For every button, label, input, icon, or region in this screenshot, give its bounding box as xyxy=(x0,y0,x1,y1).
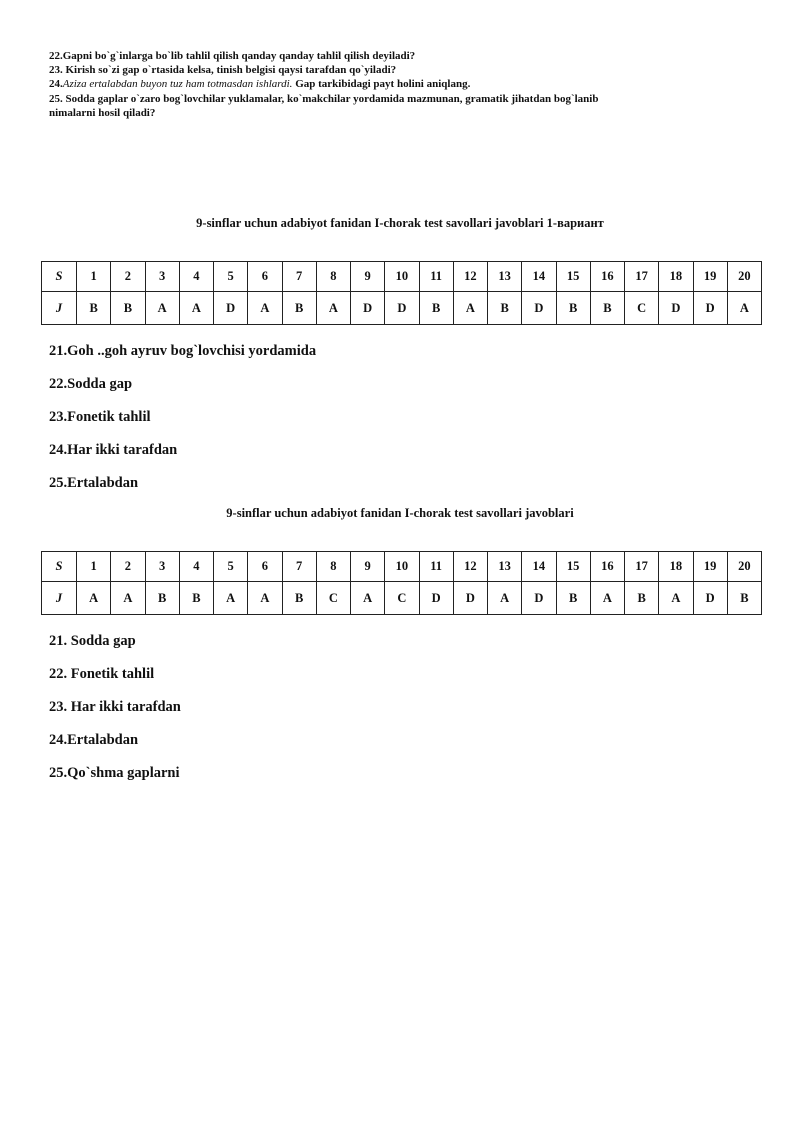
question-number-cell: 17 xyxy=(625,262,659,292)
open-answer-item: 24.Har ikki tarafdan xyxy=(49,442,178,458)
answer-letter-cell: D xyxy=(351,292,385,325)
answer-letter-row xyxy=(42,292,762,325)
question-number-cell: 5 xyxy=(214,262,248,292)
answer-letter-cell: A xyxy=(590,582,624,615)
question-number-cell: 3 xyxy=(145,262,179,292)
answer-letter-cell: A xyxy=(659,582,693,615)
question-number-cell: 20 xyxy=(727,262,761,292)
answer-letter-cell: A xyxy=(316,292,350,325)
question-24-task: Gap tarkibidagi payt holini aniqlang. xyxy=(292,78,471,91)
question-number-cell: 18 xyxy=(659,552,693,582)
open-answer-item: 23.Fonetik tahlil xyxy=(49,409,151,425)
answer-letter-cell: A xyxy=(248,292,282,325)
answer-letter-cell: C xyxy=(316,582,350,615)
question-number-cell: 13 xyxy=(488,262,522,292)
question-number-cell: 16 xyxy=(590,262,624,292)
answer-letter-cell: A xyxy=(179,292,213,325)
question-22: 22.Gapni bo`g`inlarga bo`lib tahlil qilish qanday qanday tahlil qilish deyiladi? xyxy=(49,50,416,62)
question-number-cell: 17 xyxy=(625,552,659,582)
question-number-cell: 5 xyxy=(214,552,248,582)
question-number-cell: 3 xyxy=(145,552,179,582)
answer-letter-cell: B xyxy=(179,582,213,615)
open-answer-item: 25.Ertalabdan xyxy=(49,475,139,491)
question-number-cell: 10 xyxy=(385,262,419,292)
question-23: 23. Kirish so`zi gap o`rtasida kelsa, tinish belgisi qaysi tarafdan qo`yiladi? xyxy=(49,64,397,77)
answer-letter-cell: B xyxy=(77,292,111,325)
question-24 xyxy=(49,77,689,91)
question-number-cell: 8 xyxy=(316,262,350,292)
open-answers-1 xyxy=(49,342,316,507)
question-number-cell: 2 xyxy=(111,262,145,292)
answer-letter-cell: B xyxy=(282,292,316,325)
open-answer-item: 21.Goh ..goh ayruv bog`lovchisi yordamida xyxy=(49,343,317,359)
answer-letter-cell: C xyxy=(385,582,419,615)
open-answer-item: 25.Qo`shma gaplarni xyxy=(49,765,180,781)
question-number-cell: 15 xyxy=(556,552,590,582)
answer-letter-row xyxy=(42,582,762,615)
open-answers-2 xyxy=(49,632,181,797)
answer-letter-cell: B xyxy=(145,582,179,615)
row-label-s: S xyxy=(42,552,77,582)
question-number-cell: 11 xyxy=(419,262,453,292)
question-number-cell: 19 xyxy=(693,262,727,292)
row-label-j: J xyxy=(42,582,77,615)
answer-letter-cell: A xyxy=(77,582,111,615)
answer-letter-cell: A xyxy=(248,582,282,615)
question-number-cell: 2 xyxy=(111,552,145,582)
answer-letter-cell: D xyxy=(453,582,487,615)
open-answer-item: 23. Har ikki tarafdan xyxy=(49,699,181,715)
answer-letter-cell: D xyxy=(693,582,727,615)
question-number-cell: 8 xyxy=(316,552,350,582)
answer-letter-cell: B xyxy=(111,292,145,325)
answer-letter-cell: A xyxy=(488,582,522,615)
question-number-cell: 6 xyxy=(248,262,282,292)
answer-table-2 xyxy=(41,551,762,615)
answer-letter-cell: B xyxy=(556,292,590,325)
answer-letter-cell: D xyxy=(522,582,556,615)
question-25-line-1: 25. Sodda gaplar o`zaro bog`lovchilar yuklamalar, ko`makchilar yordamida mazmunan, gramatik jihatdan bog`lanib xyxy=(49,92,599,105)
open-answer-item: 21. Sodda gap xyxy=(49,633,136,649)
question-number-cell: 4 xyxy=(179,552,213,582)
answer-letter-cell: D xyxy=(522,292,556,325)
open-answer-item: 24.Ertalabdan xyxy=(49,732,139,748)
answer-letter-cell: D xyxy=(659,292,693,325)
answer-letter-cell: D xyxy=(385,292,419,325)
question-24-sentence: Aziza ertalabdan buyon tuz ham totmasdan ishlardi. xyxy=(62,78,293,91)
section-1-heading: 9-sinflar uchun adabiyot fanidan I-chorak test savollari javoblari 1-вариант xyxy=(196,216,604,230)
question-number-cell: 12 xyxy=(453,552,487,582)
answer-letter-cell: A xyxy=(214,582,248,615)
answer-letter-cell: B xyxy=(488,292,522,325)
question-number-cell: 18 xyxy=(659,262,693,292)
section-2-heading: 9-sinflar uchun adabiyot fanidan I-chorak test savollari javoblari xyxy=(226,506,574,520)
question-number-cell: 7 xyxy=(282,552,316,582)
question-number-cell: 13 xyxy=(488,552,522,582)
row-label-j: J xyxy=(42,292,77,325)
answer-letter-cell: A xyxy=(453,292,487,325)
question-number-cell: 14 xyxy=(522,552,556,582)
question-number-cell: 12 xyxy=(453,262,487,292)
question-number-cell: 6 xyxy=(248,552,282,582)
answer-letter-cell: B xyxy=(419,292,453,325)
answer-letter-cell: D xyxy=(693,292,727,325)
answer-letter-cell: A xyxy=(111,582,145,615)
question-25 xyxy=(49,92,689,120)
answer-letter-cell: B xyxy=(625,582,659,615)
open-answer-item: 22. Fonetik tahlil xyxy=(49,666,155,682)
row-label-s: S xyxy=(42,262,77,292)
answer-letter-cell: A xyxy=(727,292,761,325)
question-number-cell: 20 xyxy=(727,552,761,582)
question-number-cell: 19 xyxy=(693,552,727,582)
question-25-line-2: nimalarni hosil qiladi? xyxy=(49,106,156,119)
open-answer-item: 22.Sodda gap xyxy=(49,376,133,392)
question-number-cell: 9 xyxy=(351,552,385,582)
question-number-cell: 10 xyxy=(385,552,419,582)
question-number-cell: 14 xyxy=(522,262,556,292)
answer-letter-cell: D xyxy=(214,292,248,325)
question-number-cell: 1 xyxy=(77,262,111,292)
question-number-cell: 15 xyxy=(556,262,590,292)
question-number-cell: 9 xyxy=(351,262,385,292)
answer-letter-cell: B xyxy=(556,582,590,615)
answer-letter-cell: B xyxy=(727,582,761,615)
question-number-cell: 1 xyxy=(77,552,111,582)
answer-letter-cell: B xyxy=(282,582,316,615)
answer-letter-cell: C xyxy=(625,292,659,325)
question-number-cell: 16 xyxy=(590,552,624,582)
question-24-number: 24. xyxy=(49,78,63,91)
question-number-row xyxy=(42,552,762,582)
answer-letter-cell: B xyxy=(590,292,624,325)
question-number-row xyxy=(42,262,762,292)
answer-letter-cell: D xyxy=(419,582,453,615)
question-number-cell: 7 xyxy=(282,262,316,292)
answer-letter-cell: A xyxy=(145,292,179,325)
question-number-cell: 11 xyxy=(419,552,453,582)
questions-block xyxy=(49,49,689,120)
answer-letter-cell: A xyxy=(351,582,385,615)
answer-table-1 xyxy=(41,261,762,325)
question-number-cell: 4 xyxy=(179,262,213,292)
